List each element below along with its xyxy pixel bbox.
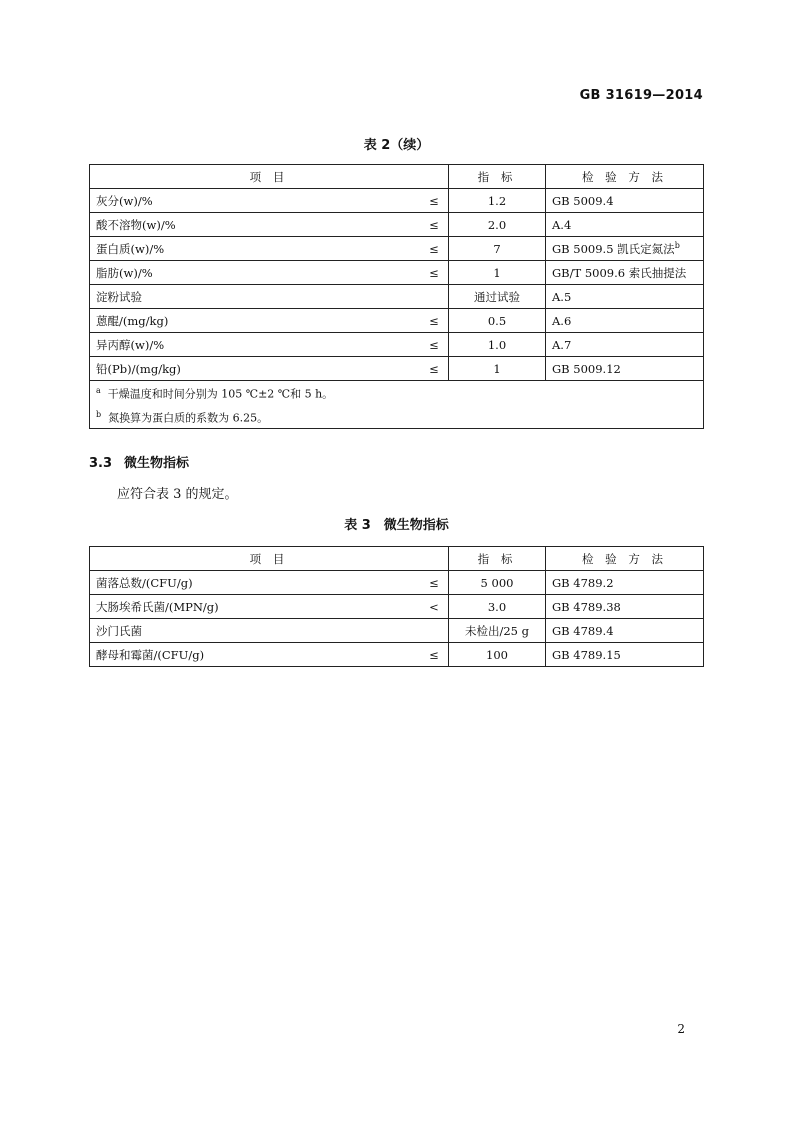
- row-method: A.7: [546, 333, 704, 357]
- row-method: A.4: [546, 213, 704, 237]
- row-item: 酵母和霉菌/(CFU/g): [90, 643, 421, 667]
- row-item: 大肠埃希氏菌/(MPN/g): [90, 595, 421, 619]
- table-row: [90, 309, 704, 333]
- row-item: 铅(Pb)/(mg/kg): [90, 357, 421, 381]
- row-value: 1: [449, 357, 546, 381]
- row-item: 蛋白质(w)/%: [90, 237, 421, 261]
- row-operator: ≤: [420, 643, 449, 667]
- footnote-mark: b: [674, 240, 680, 250]
- row-value: 未检出/25 g: [449, 619, 546, 643]
- body-paragraph: 应符合表 3 的规定。: [117, 487, 238, 502]
- header-index: 指 标: [449, 165, 546, 189]
- footnote-mark: b: [96, 409, 102, 419]
- row-method-text: GB 5009.5 凯氏定氮法: [552, 241, 675, 256]
- row-operator: ≤: [420, 357, 449, 381]
- table2-header-row: [90, 165, 704, 189]
- table2-caption: 表 2（续）: [363, 138, 430, 153]
- row-value: 5 000: [449, 571, 546, 595]
- row-item: 灰分(w)/%: [90, 189, 421, 213]
- table-row: [90, 213, 704, 237]
- row-operator: ≤: [420, 333, 449, 357]
- table-row: [90, 643, 704, 667]
- row-operator: <: [420, 595, 449, 619]
- row-value: 7: [449, 237, 546, 261]
- row-method: GB 4789.38: [546, 595, 704, 619]
- row-value: 3.0: [449, 595, 546, 619]
- table-row: [90, 285, 704, 309]
- section-title: 微生物指标: [124, 456, 190, 471]
- row-method: A.6: [546, 309, 704, 333]
- table-row: [90, 189, 704, 213]
- row-value: 100: [449, 643, 546, 667]
- row-item: 淀粉试验: [90, 285, 449, 309]
- footnote-b: [96, 405, 697, 429]
- row-method: GB 4789.15: [546, 643, 704, 667]
- footnote-text: 氮换算为蛋白质的系数为 6.25。: [108, 411, 269, 425]
- table2-notes-row: [90, 381, 704, 429]
- header-method: 检 验 方 法: [546, 547, 704, 571]
- table-row: [90, 261, 704, 285]
- table-row: [90, 595, 704, 619]
- row-item: 菌落总数/(CFU/g): [90, 571, 421, 595]
- row-item: 异丙醇(w)/%: [90, 333, 421, 357]
- row-item: 脂肪(w)/%: [90, 261, 421, 285]
- row-method: GB/T 5009.6 索氏抽提法: [546, 261, 704, 285]
- section-heading: [89, 452, 189, 471]
- header-method: 检 验 方 法: [546, 165, 704, 189]
- row-value: 0.5: [449, 309, 546, 333]
- table2: [89, 164, 704, 429]
- row-operator: ≤: [420, 309, 449, 333]
- table3-header-row: [90, 547, 704, 571]
- header-item: 项 目: [90, 165, 449, 189]
- row-method: GB 5009.4: [546, 189, 704, 213]
- row-operator: ≤: [420, 261, 449, 285]
- row-method: [546, 237, 704, 261]
- row-operator: ≤: [420, 213, 449, 237]
- row-item: 沙门氏菌: [90, 619, 449, 643]
- row-value: 2.0: [449, 213, 546, 237]
- row-method: GB 4789.2: [546, 571, 704, 595]
- row-value: 1: [449, 261, 546, 285]
- row-item: 酸不溶物(w)/%: [90, 213, 421, 237]
- row-item: 蒽醌/(mg/kg): [90, 309, 421, 333]
- table3-caption: 表 3 微生物指标: [344, 518, 449, 533]
- row-method: GB 4789.4: [546, 619, 704, 643]
- row-operator: ≤: [420, 189, 449, 213]
- table-row: [90, 237, 704, 261]
- row-value: 通过试验: [449, 285, 546, 309]
- footnote-a: [96, 381, 697, 405]
- footnote-mark: a: [96, 386, 101, 395]
- footnote-text: 干燥温度和时间分别为 105 ℃±2 ℃和 5 h。: [107, 387, 334, 401]
- table2-notes: [90, 381, 704, 429]
- section-number: 3.3: [89, 456, 113, 471]
- row-method: A.5: [546, 285, 704, 309]
- standard-code: GB 31619—2014: [579, 88, 703, 103]
- table3: [89, 546, 704, 667]
- row-operator: ≤: [420, 237, 449, 261]
- row-value: 1.0: [449, 333, 546, 357]
- row-operator: ≤: [420, 571, 449, 595]
- row-method: GB 5009.12: [546, 357, 704, 381]
- header-item: 项 目: [90, 547, 449, 571]
- row-value: 1.2: [449, 189, 546, 213]
- page-number: 2: [677, 1022, 685, 1036]
- table-row: [90, 357, 704, 381]
- header-index: 指 标: [449, 547, 546, 571]
- table-row: [90, 619, 704, 643]
- table-row: [90, 333, 704, 357]
- table-row: [90, 571, 704, 595]
